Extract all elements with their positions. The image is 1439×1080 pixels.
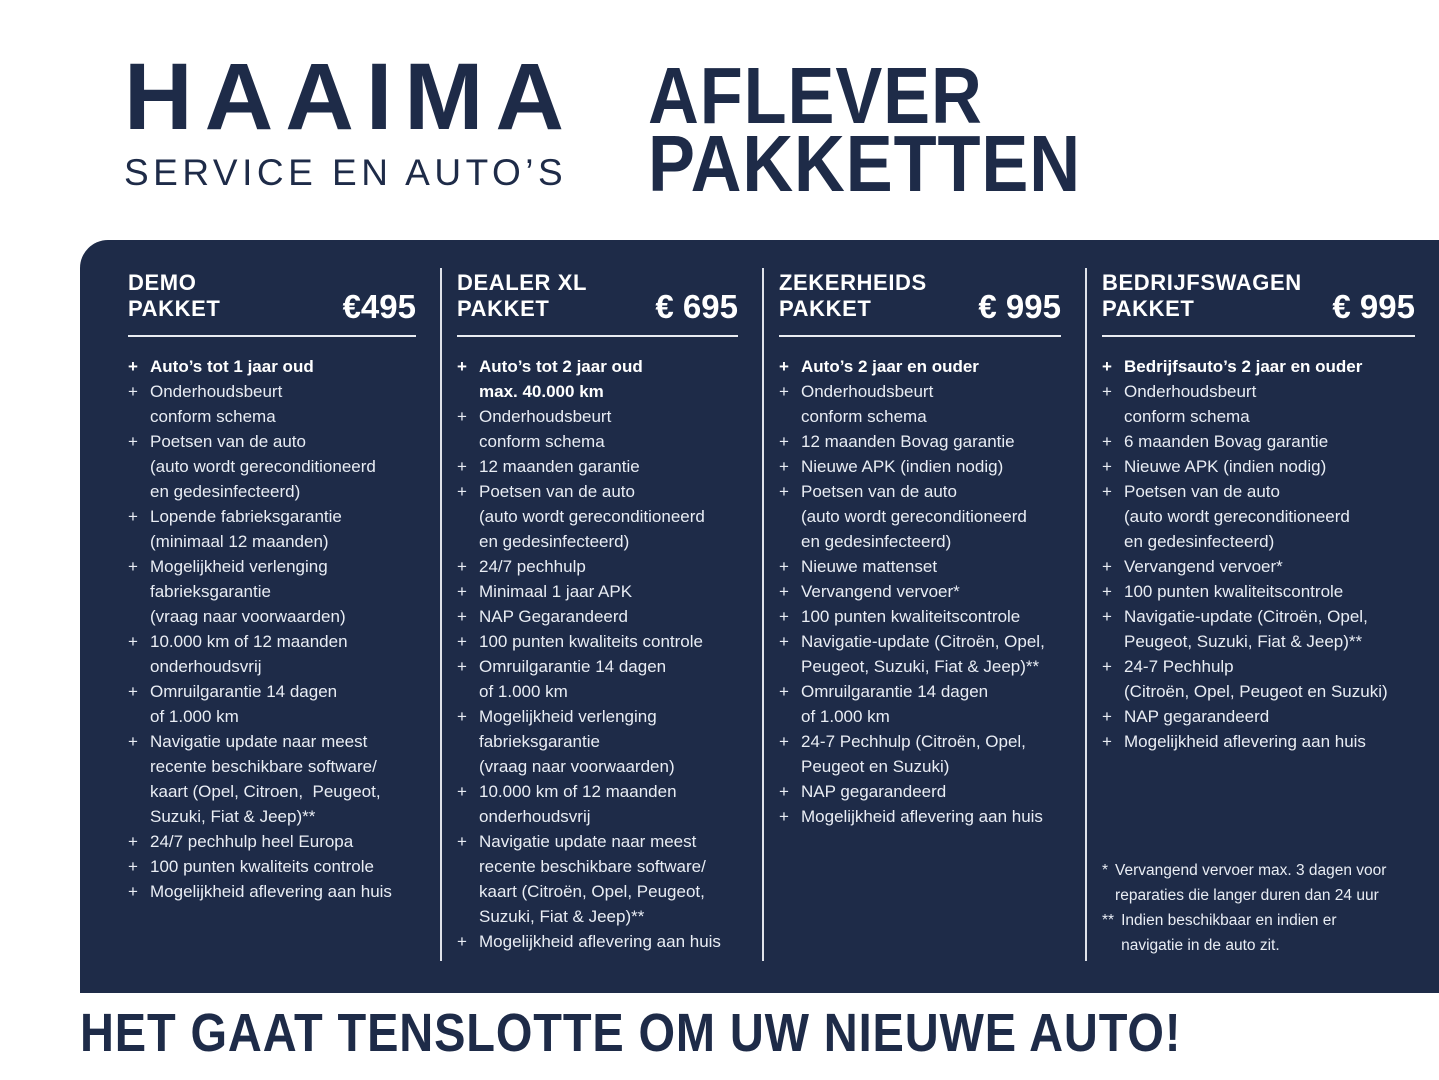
package-column <box>440 240 762 993</box>
package-item <box>457 779 738 829</box>
item-line: NAP Gegarandeerd <box>479 607 629 626</box>
item-line: NAP gegarandeerd <box>1124 707 1270 726</box>
item-text <box>479 554 586 579</box>
item-line: Poetsen van de auto <box>1124 482 1280 501</box>
package-header <box>457 270 738 325</box>
item-text <box>479 654 666 704</box>
item-line: recente beschikbare software/ <box>150 757 377 776</box>
package-item <box>1102 604 1415 654</box>
item-line: Nieuwe APK (indien nodig) <box>801 457 1004 476</box>
item-text <box>801 679 988 729</box>
item-line: Suzuki, Fiat & Jeep)** <box>479 907 645 926</box>
item-line: (vraag naar voorwaarden) <box>479 757 675 776</box>
item-line: Poetsen van de auto <box>801 482 957 501</box>
package-item <box>128 354 416 379</box>
plus-marker: + <box>1102 457 1112 476</box>
item-line: 100 punten kwaliteits controle <box>150 857 374 876</box>
plus-marker: + <box>128 432 138 451</box>
package-title-line: PAKKET <box>779 296 872 321</box>
footnote <box>1102 858 1415 908</box>
item-line: fabrieksgarantie <box>479 732 600 751</box>
footnote-line: reparaties die langer duren dan 24 uur <box>1115 887 1379 904</box>
package-item <box>1102 479 1415 554</box>
package-title-line: PAKKET <box>128 296 221 321</box>
package-item <box>128 629 416 679</box>
item-text <box>801 554 937 579</box>
item-text <box>150 854 374 879</box>
plus-marker: + <box>457 457 467 476</box>
package-item <box>128 829 416 854</box>
package-column <box>80 240 440 993</box>
item-line: Bedrijfsauto’s 2 jaar en ouder <box>1124 357 1363 376</box>
package-item <box>779 454 1061 479</box>
package-column <box>762 240 1085 993</box>
plus-marker: + <box>128 507 138 526</box>
header-underline <box>128 335 416 337</box>
column-divider <box>440 268 442 961</box>
package-item <box>779 804 1061 829</box>
plus-marker: + <box>1102 707 1112 726</box>
page-title-line1: AFLEVER <box>648 51 983 140</box>
package-item <box>128 379 416 429</box>
package-item <box>1102 454 1415 479</box>
plus-marker: + <box>457 582 467 601</box>
item-text <box>150 379 282 429</box>
plus-marker: + <box>779 582 789 601</box>
item-line: Nieuwe APK (indien nodig) <box>1124 457 1327 476</box>
package-item <box>779 729 1061 779</box>
item-text <box>1124 554 1283 579</box>
package-header <box>128 270 416 325</box>
package-item <box>779 354 1061 379</box>
plus-marker: + <box>128 857 138 876</box>
footnotes <box>1102 858 1415 958</box>
package-item <box>1102 429 1415 454</box>
package-item <box>457 454 738 479</box>
page-title-line2: PAKKETTEN <box>648 119 1081 208</box>
package-item <box>1102 354 1415 379</box>
item-line: en gedesinfecteerd) <box>150 482 301 501</box>
page-title <box>648 51 1081 208</box>
item-line: 24/7 pechhulp heel Europa <box>150 832 354 851</box>
plus-marker: + <box>457 357 467 376</box>
plus-marker: + <box>779 482 789 501</box>
item-text <box>150 829 353 854</box>
item-line: max. 40.000 km <box>479 382 604 401</box>
item-text <box>479 354 643 404</box>
packages-grid <box>80 240 1439 993</box>
package-items <box>779 354 1061 829</box>
brand-name: HAAIMA <box>124 44 576 150</box>
plus-marker: + <box>457 782 467 801</box>
item-line: 24/7 pechhulp <box>479 557 586 576</box>
item-line: en gedesinfecteerd) <box>479 532 630 551</box>
package-item <box>1102 579 1415 604</box>
package-item <box>457 554 738 579</box>
item-text <box>479 604 628 629</box>
column-divider <box>762 268 764 961</box>
plus-marker: + <box>1102 607 1112 626</box>
item-line: Vervangend vervoer* <box>801 582 960 601</box>
item-line: onderhoudsvrij <box>150 657 262 676</box>
item-text <box>479 454 640 479</box>
item-line: Mogelijkheid aflevering aan huis <box>801 807 1043 826</box>
item-line: 6 maanden Bovag garantie <box>1124 432 1329 451</box>
package-item <box>457 579 738 604</box>
item-text <box>801 479 1027 554</box>
package-header <box>779 270 1061 325</box>
item-line: of 1.000 km <box>801 707 890 726</box>
package-title-line: DEMO <box>128 270 197 295</box>
item-text <box>801 729 1026 779</box>
item-line: Mogelijkheid aflevering aan huis <box>1124 732 1366 751</box>
item-text <box>801 779 946 804</box>
footnote-line: navigatie in de auto zit. <box>1121 937 1280 954</box>
item-line: en gedesinfecteerd) <box>801 532 952 551</box>
plus-marker: + <box>457 657 467 676</box>
plus-marker: + <box>1102 382 1112 401</box>
plus-marker: + <box>457 482 467 501</box>
item-text <box>1124 704 1269 729</box>
package-header <box>1102 270 1415 325</box>
item-line: 10.000 km of 12 maanden <box>479 782 677 801</box>
item-text <box>801 604 1020 629</box>
item-text <box>150 629 348 679</box>
plus-marker: + <box>779 732 789 751</box>
plus-marker: + <box>457 707 467 726</box>
package-item <box>779 679 1061 729</box>
plus-marker: + <box>1102 357 1112 376</box>
item-line: Minimaal 1 jaar APK <box>479 582 633 601</box>
item-line: onderhoudsvrij <box>479 807 591 826</box>
package-item <box>779 579 1061 604</box>
item-text <box>801 354 979 379</box>
plus-marker: + <box>457 407 467 426</box>
package-item <box>1102 654 1415 704</box>
plus-marker: + <box>779 382 789 401</box>
item-line: (auto wordt gereconditioneerd <box>801 507 1027 526</box>
package-title-line: BEDRIJFSWAGEN <box>1102 270 1302 295</box>
item-line: conform schema <box>801 407 927 426</box>
package-title <box>1102 270 1302 322</box>
item-line: kaart (Citroën, Opel, Peugeot, <box>479 882 705 901</box>
package-item <box>779 554 1061 579</box>
item-text <box>479 829 706 929</box>
item-line: Onderhoudsbeurt <box>801 382 934 401</box>
item-line: 24-7 Pechhulp (Citroën, Opel, <box>801 732 1026 751</box>
item-line: Auto’s 2 jaar en ouder <box>801 357 979 376</box>
item-line: of 1.000 km <box>150 707 239 726</box>
plus-marker: + <box>1102 582 1112 601</box>
plus-marker: + <box>779 782 789 801</box>
item-text <box>1124 379 1256 429</box>
package-item <box>457 929 738 954</box>
item-line: Omruilgarantie 14 dagen <box>150 682 338 701</box>
item-line: Nieuwe mattenset <box>801 557 938 576</box>
item-line: 12 maanden garantie <box>479 457 640 476</box>
plus-marker: + <box>779 682 789 701</box>
package-title-line: PAKKET <box>1102 296 1195 321</box>
item-line: (auto wordt gereconditioneerd <box>150 457 376 476</box>
item-text <box>150 879 392 904</box>
item-line: (minimaal 12 maanden) <box>150 532 329 551</box>
package-item <box>457 479 738 554</box>
plus-marker: + <box>779 557 789 576</box>
plus-marker: + <box>779 432 789 451</box>
item-line: conform schema <box>1124 407 1250 426</box>
item-line: Poetsen van de auto <box>150 432 306 451</box>
item-text <box>479 929 721 954</box>
item-line: Onderhoudsbeurt <box>479 407 612 426</box>
header-underline <box>779 335 1061 337</box>
package-item <box>457 354 738 404</box>
item-text <box>1124 479 1350 554</box>
package-item <box>779 779 1061 804</box>
footnote-lines <box>1121 908 1336 958</box>
item-text <box>1124 354 1362 379</box>
item-text <box>150 729 381 829</box>
item-text <box>801 379 933 429</box>
plus-marker: + <box>779 457 789 476</box>
package-item <box>779 604 1061 629</box>
package-item <box>1102 379 1415 429</box>
plus-marker: + <box>457 632 467 651</box>
item-line: Navigatie-update (Citroën, Opel, <box>801 632 1045 651</box>
package-title-line: ZEKERHEIDS <box>779 270 927 295</box>
item-line: fabrieksgarantie <box>150 582 271 601</box>
item-line: 100 punten kwaliteits controle <box>479 632 703 651</box>
item-line: Navigatie update naar meest <box>150 732 368 751</box>
footnote-marker: ** <box>1102 912 1115 929</box>
item-line: Mogelijkheid verlenging <box>479 707 657 726</box>
plus-marker: + <box>128 357 138 376</box>
plus-marker: + <box>128 832 138 851</box>
item-line: conform schema <box>150 407 276 426</box>
item-line: Onderhoudsbeurt <box>1124 382 1257 401</box>
item-text <box>1124 604 1368 654</box>
package-title <box>128 270 220 322</box>
item-text <box>801 579 960 604</box>
item-line: 10.000 km of 12 maanden <box>150 632 348 651</box>
item-text <box>801 454 1003 479</box>
package-item <box>779 429 1061 454</box>
package-item <box>779 379 1061 429</box>
item-line: en gedesinfecteerd) <box>1124 532 1275 551</box>
package-item <box>128 504 416 554</box>
item-line: Navigatie update naar meest <box>479 832 697 851</box>
column-divider <box>1085 268 1087 961</box>
package-item <box>128 854 416 879</box>
footnote <box>1102 908 1415 958</box>
footnote-marker: * <box>1102 862 1109 879</box>
package-item <box>457 604 738 629</box>
item-line: Navigatie-update (Citroën, Opel, <box>1124 607 1368 626</box>
item-line: Onderhoudsbeurt <box>150 382 283 401</box>
item-line: Poetsen van de auto <box>479 482 635 501</box>
item-line: Omruilgarantie 14 dagen <box>801 682 989 701</box>
item-text <box>479 404 611 454</box>
item-text <box>801 629 1045 679</box>
plus-marker: + <box>1102 557 1112 576</box>
package-item <box>457 404 738 454</box>
item-text <box>1124 429 1328 454</box>
item-line: 100 punten kwaliteitscontrole <box>801 607 1021 626</box>
item-line: Mogelijkheid aflevering aan huis <box>479 932 721 951</box>
item-text <box>479 579 632 604</box>
item-text <box>1124 579 1343 604</box>
item-text <box>801 804 1043 829</box>
footnote-line: Vervangend vervoer max. 3 dagen voor <box>1115 862 1387 879</box>
package-item <box>457 829 738 929</box>
item-line: (auto wordt gereconditioneerd <box>1124 507 1350 526</box>
plus-marker: + <box>128 382 138 401</box>
item-line: Auto’s tot 1 jaar oud <box>150 357 314 376</box>
package-item <box>779 629 1061 679</box>
plus-marker: + <box>457 557 467 576</box>
plus-marker: + <box>779 632 789 651</box>
package-item <box>779 479 1061 554</box>
item-text <box>150 679 337 729</box>
plus-marker: + <box>128 682 138 701</box>
item-line: 12 maanden Bovag garantie <box>801 432 1015 451</box>
item-line: 100 punten kwaliteitscontrole <box>1124 582 1344 601</box>
item-line: Peugeot, Suzuki, Fiat & Jeep)** <box>801 657 1040 676</box>
package-title-line: DEALER XL <box>457 270 588 295</box>
plus-marker: + <box>1102 657 1112 676</box>
package-item <box>457 654 738 704</box>
plus-marker: + <box>457 832 467 851</box>
header-underline <box>1102 335 1415 337</box>
item-line: NAP gegarandeerd <box>801 782 947 801</box>
plus-marker: + <box>1102 482 1112 501</box>
item-line: conform schema <box>479 432 605 451</box>
package-title <box>779 270 927 322</box>
brand-logo <box>124 44 576 194</box>
item-text <box>150 429 376 504</box>
package-price: € 695 <box>655 288 738 325</box>
package-item <box>128 679 416 729</box>
item-line: Peugeot, Suzuki, Fiat & Jeep)** <box>1124 632 1363 651</box>
package-item <box>128 554 416 629</box>
plus-marker: + <box>1102 732 1112 751</box>
item-text <box>1124 729 1366 754</box>
item-line: of 1.000 km <box>479 682 568 701</box>
item-line: 24-7 Pechhulp <box>1124 657 1234 676</box>
item-text <box>150 554 346 629</box>
plus-marker: + <box>779 607 789 626</box>
item-text <box>150 354 314 379</box>
item-text <box>479 704 675 779</box>
footer-slogan: HET GAAT TENSLOTTE OM UW NIEUWE AUTO! <box>80 1003 1182 1063</box>
package-items <box>1102 354 1415 754</box>
item-line: Suzuki, Fiat & Jeep)** <box>150 807 316 826</box>
plus-marker: + <box>779 357 789 376</box>
package-items <box>128 354 416 904</box>
item-line: Vervangend vervoer* <box>1124 557 1283 576</box>
item-line: (auto wordt gereconditioneerd <box>479 507 705 526</box>
package-price: € 995 <box>1332 288 1415 325</box>
package-column <box>1085 240 1439 993</box>
plus-marker: + <box>457 932 467 951</box>
item-line: Peugeot en Suzuki) <box>801 757 950 776</box>
item-text <box>479 479 705 554</box>
package-price: € 995 <box>978 288 1061 325</box>
item-text <box>479 629 703 654</box>
item-line: (vraag naar voorwaarden) <box>150 607 346 626</box>
package-price: €495 <box>342 288 416 325</box>
item-text <box>479 779 677 829</box>
plus-marker: + <box>457 607 467 626</box>
footnote-line: Indien beschikbaar en indien er <box>1121 912 1337 929</box>
item-line: Mogelijkheid aflevering aan huis <box>150 882 392 901</box>
package-item <box>1102 704 1415 729</box>
package-item <box>1102 554 1415 579</box>
package-item <box>457 704 738 779</box>
item-line: Auto’s tot 2 jaar oud <box>479 357 643 376</box>
plus-marker: + <box>128 882 138 901</box>
item-text <box>1124 654 1388 704</box>
plus-marker: + <box>1102 432 1112 451</box>
item-line: (Citroën, Opel, Peugeot en Suzuki) <box>1124 682 1388 701</box>
package-title <box>457 270 587 322</box>
package-item <box>457 629 738 654</box>
header-underline <box>457 335 738 337</box>
brand-tagline: SERVICE EN AUTO’S <box>124 152 568 193</box>
plus-marker: + <box>779 807 789 826</box>
package-item <box>1102 729 1415 754</box>
item-text <box>1124 454 1326 479</box>
item-line: Lopende fabrieksgarantie <box>150 507 342 526</box>
package-item <box>128 429 416 504</box>
plus-marker: + <box>128 557 138 576</box>
item-line: kaart (Opel, Citroen, Peugeot, <box>150 782 381 801</box>
item-line: Mogelijkheid verlenging <box>150 557 328 576</box>
footnote-lines <box>1115 858 1386 908</box>
package-title-line: PAKKET <box>457 296 550 321</box>
plus-marker: + <box>128 732 138 751</box>
item-text <box>801 429 1015 454</box>
package-items <box>457 354 738 954</box>
item-line: recente beschikbare software/ <box>479 857 706 876</box>
package-item <box>128 729 416 829</box>
plus-marker: + <box>128 632 138 651</box>
packages-panel <box>80 240 1439 993</box>
package-item <box>128 879 416 904</box>
item-text <box>150 504 342 554</box>
item-line: Omruilgarantie 14 dagen <box>479 657 667 676</box>
